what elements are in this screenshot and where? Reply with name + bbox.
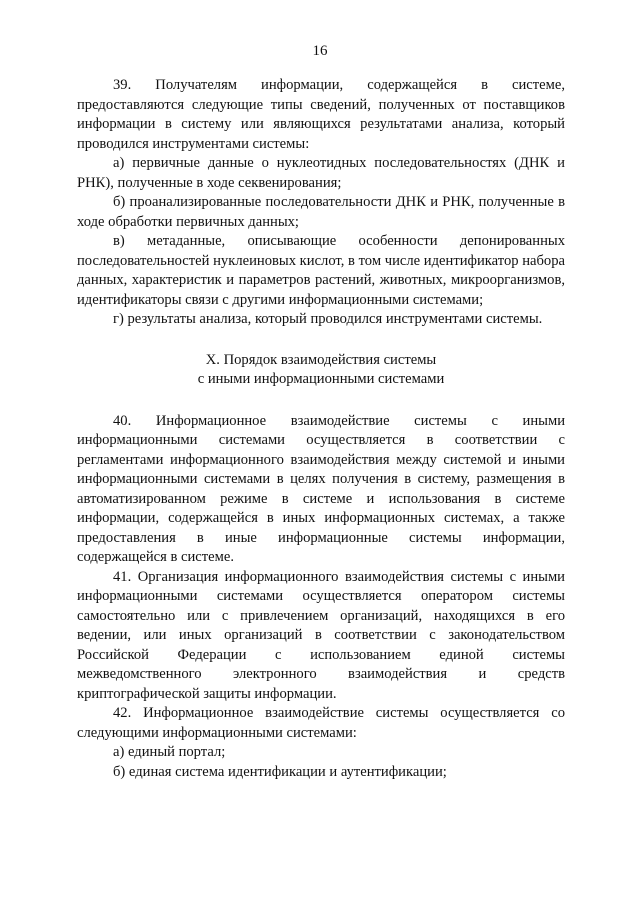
paragraph-40: 40. Информационное взаимодействие системы с иными информационными системами осуществляется в соответствии с регламентами информационного взаимодействия между системой и иными информационными системами в целях получения в систему, размещения в автоматизированном режиме в системе и использования в системе информации, содержащейся в иных информационных системах, а также предоставления в иные информационные системы информации, содержащейся в системе. [77, 412, 565, 565]
item-39-d: г) результаты анализа, который проводился инструментами системы. [113, 311, 543, 327]
section-heading-line-1: X. Порядок взаимодействия системы [205, 351, 437, 368]
section-heading-line-2: с иными информационными системами [197, 371, 445, 387]
paragraph-41: 41. Организация информационного взаимодействия системы с иными информационными системами осуществляется оператором системы самостоятельно или с привлечением организаций, находящихся в его ведении, или иных организаций в соответствии с законодательством Российской Федерации с использованием единой системы межведомственного электронного взаимодействия и средств криптографической защиты информации. [77, 568, 565, 702]
paragraph-39: 39. Получателям информации, содержащейся в системе, предоставляются следующие типы сведений, полученных от поставщиков информации в систему или являющихся результатами анализа, который проводился инструментами системы: [77, 77, 565, 152]
spacer [77, 330, 565, 351]
item-39-c: в) метаданные, описывающие особенности депонированных последовательностей нуклеиновых кислот, в том числе идентификатор набора данных, характеристик и параметров растений, животных, микроорганизмов, идентификаторы связи с другими информационными системами; [77, 233, 565, 308]
page-number: 16 [312, 43, 328, 59]
paragraph-42: 42. Информационное взаимодействие системы осуществляется со следующими информационными системами: [77, 705, 565, 741]
spacer [77, 390, 565, 412]
document-body [77, 76, 565, 782]
item-39-a: а) первичные данные о нуклеотидных последовательностях (ДНК и РНК), полученные в ходе секвенирования; [77, 155, 565, 191]
item-39-b: б) проанализированные последовательности ДНК и РНК, полученные в ходе обработки первичных данных; [77, 194, 565, 230]
item-42-a: а) единый портал; [113, 744, 226, 760]
item-42-b: б) единая система идентификации и аутентификации; [113, 763, 447, 780]
